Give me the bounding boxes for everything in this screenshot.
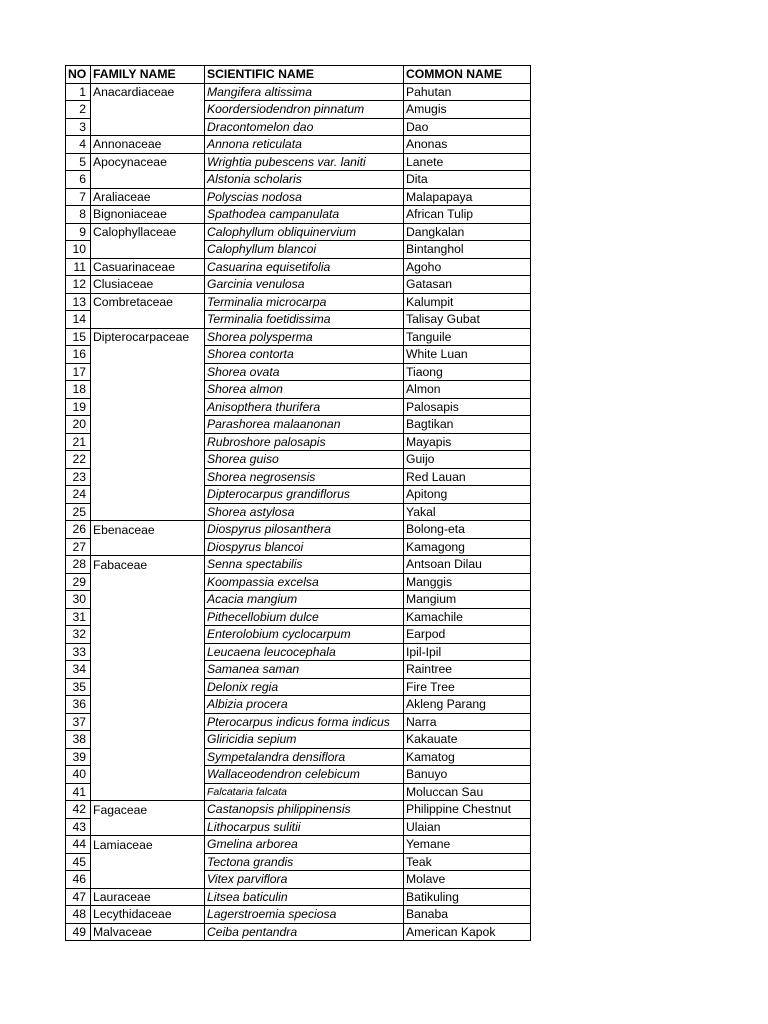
common-name-cell: Teak bbox=[404, 853, 531, 871]
scientific-name-cell: Lagerstroemia speciosa bbox=[205, 906, 404, 924]
scientific-name-cell: Lithocarpus sulitii bbox=[205, 818, 404, 836]
row-number: 15 bbox=[66, 328, 91, 346]
row-number: 18 bbox=[66, 381, 91, 399]
common-name-cell: Fire Tree bbox=[404, 678, 531, 696]
scientific-name-cell: Parashorea malaanonan bbox=[205, 416, 404, 434]
row-number: 17 bbox=[66, 363, 91, 381]
scientific-name-cell: Calophyllum obliquinervium bbox=[205, 223, 404, 241]
common-name-cell: Mayapis bbox=[404, 433, 531, 451]
table-row bbox=[66, 101, 531, 119]
common-name-cell: Malapapaya bbox=[404, 188, 531, 206]
family-name-cell bbox=[91, 748, 205, 766]
common-name-cell: Philippine Chestnut bbox=[404, 801, 531, 819]
family-name-cell bbox=[91, 346, 205, 364]
row-number: 12 bbox=[66, 276, 91, 294]
header-common-name: COMMON NAME bbox=[404, 66, 531, 84]
scientific-name-cell: Ceiba pentandra bbox=[205, 923, 404, 941]
common-name-cell: Dita bbox=[404, 171, 531, 189]
scientific-name-cell: Shorea contorta bbox=[205, 346, 404, 364]
common-name-cell: Kamatog bbox=[404, 748, 531, 766]
family-name-cell bbox=[91, 696, 205, 714]
family-name-cell: Lamiaceae bbox=[91, 836, 205, 854]
family-name-cell: Araliaceae bbox=[91, 188, 205, 206]
row-number: 36 bbox=[66, 696, 91, 714]
family-name-cell bbox=[91, 661, 205, 679]
row-number: 48 bbox=[66, 906, 91, 924]
table-row bbox=[66, 363, 531, 381]
table-row bbox=[66, 678, 531, 696]
table-row bbox=[66, 433, 531, 451]
family-name-cell bbox=[91, 171, 205, 189]
common-name-cell: Antsoan Dilau bbox=[404, 556, 531, 574]
family-name-cell: Casuarinaceae bbox=[91, 258, 205, 276]
table-row bbox=[66, 906, 531, 924]
family-name-cell bbox=[91, 853, 205, 871]
family-name-cell bbox=[91, 381, 205, 399]
row-number: 16 bbox=[66, 346, 91, 364]
scientific-name-cell: Senna spectabilis bbox=[205, 556, 404, 574]
family-name-cell bbox=[91, 783, 205, 801]
row-number: 2 bbox=[66, 101, 91, 119]
common-name-cell: Banuyo bbox=[404, 766, 531, 784]
table-row bbox=[66, 521, 531, 539]
common-name-cell: Dao bbox=[404, 118, 531, 136]
common-name-cell: Guijo bbox=[404, 451, 531, 469]
common-name-cell: Palosapis bbox=[404, 398, 531, 416]
scientific-name-cell: Shorea ovata bbox=[205, 363, 404, 381]
table-row bbox=[66, 661, 531, 679]
scientific-name-cell: Wallaceodendron celebicum bbox=[205, 766, 404, 784]
table-row bbox=[66, 853, 531, 871]
family-name-cell bbox=[91, 503, 205, 521]
family-name-cell: Annonaceae bbox=[91, 136, 205, 154]
row-number: 33 bbox=[66, 643, 91, 661]
common-name-cell: Ipil-Ipil bbox=[404, 643, 531, 661]
species-table bbox=[65, 65, 531, 941]
family-name-cell: Lauraceae bbox=[91, 888, 205, 906]
row-number: 10 bbox=[66, 241, 91, 259]
scientific-name-cell: Delonix regia bbox=[205, 678, 404, 696]
row-number: 31 bbox=[66, 608, 91, 626]
common-name-cell: Dangkalan bbox=[404, 223, 531, 241]
table-row bbox=[66, 538, 531, 556]
row-number: 21 bbox=[66, 433, 91, 451]
table-row bbox=[66, 556, 531, 574]
family-name-cell bbox=[91, 678, 205, 696]
row-number: 1 bbox=[66, 83, 91, 101]
table-row bbox=[66, 276, 531, 294]
row-number: 11 bbox=[66, 258, 91, 276]
scientific-name-cell: Albizia procera bbox=[205, 696, 404, 714]
common-name-cell: Apitong bbox=[404, 486, 531, 504]
table-row bbox=[66, 153, 531, 171]
table-row bbox=[66, 206, 531, 224]
common-name-cell: Agoho bbox=[404, 258, 531, 276]
row-number: 46 bbox=[66, 871, 91, 889]
table-row bbox=[66, 486, 531, 504]
family-name-cell bbox=[91, 398, 205, 416]
row-number: 44 bbox=[66, 836, 91, 854]
row-number: 49 bbox=[66, 923, 91, 941]
family-name-cell bbox=[91, 766, 205, 784]
common-name-cell: Bolong-eta bbox=[404, 521, 531, 539]
scientific-name-cell: Garcinia venulosa bbox=[205, 276, 404, 294]
family-name-cell bbox=[91, 573, 205, 591]
row-number: 13 bbox=[66, 293, 91, 311]
table-row bbox=[66, 311, 531, 329]
table-row bbox=[66, 801, 531, 819]
scientific-name-cell: Terminalia microcarpa bbox=[205, 293, 404, 311]
scientific-name-cell: Gmelina arborea bbox=[205, 836, 404, 854]
table-row bbox=[66, 696, 531, 714]
table-row bbox=[66, 731, 531, 749]
header-family-name: FAMILY NAME bbox=[91, 66, 205, 84]
table-row bbox=[66, 136, 531, 154]
scientific-name-cell: Alstonia scholaris bbox=[205, 171, 404, 189]
family-name-cell bbox=[91, 626, 205, 644]
common-name-cell: Kakauate bbox=[404, 731, 531, 749]
table-row bbox=[66, 713, 531, 731]
common-name-cell: Narra bbox=[404, 713, 531, 731]
family-name-cell: Fabaceae bbox=[91, 556, 205, 574]
common-name-cell: African Tulip bbox=[404, 206, 531, 224]
common-name-cell: Red Lauan bbox=[404, 468, 531, 486]
row-number: 37 bbox=[66, 713, 91, 731]
table-row bbox=[66, 416, 531, 434]
header-scientific-name: SCIENTIFIC NAME bbox=[205, 66, 404, 84]
common-name-cell: Kalumpit bbox=[404, 293, 531, 311]
row-number: 14 bbox=[66, 311, 91, 329]
common-name-cell: Tanguile bbox=[404, 328, 531, 346]
common-name-cell: Mangium bbox=[404, 591, 531, 609]
table-row bbox=[66, 223, 531, 241]
common-name-cell: Anonas bbox=[404, 136, 531, 154]
row-number: 5 bbox=[66, 153, 91, 171]
scientific-name-cell: Vitex parviflora bbox=[205, 871, 404, 889]
common-name-cell: Tiaong bbox=[404, 363, 531, 381]
row-number: 34 bbox=[66, 661, 91, 679]
common-name-cell: Earpod bbox=[404, 626, 531, 644]
row-number: 28 bbox=[66, 556, 91, 574]
common-name-cell: Talisay Gubat bbox=[404, 311, 531, 329]
row-number: 22 bbox=[66, 451, 91, 469]
row-number: 4 bbox=[66, 136, 91, 154]
row-number: 29 bbox=[66, 573, 91, 591]
row-number: 35 bbox=[66, 678, 91, 696]
family-name-cell bbox=[91, 713, 205, 731]
common-name-cell: Molave bbox=[404, 871, 531, 889]
common-name-cell: Kamachile bbox=[404, 608, 531, 626]
common-name-cell: Lanete bbox=[404, 153, 531, 171]
table-row bbox=[66, 83, 531, 101]
family-name-cell bbox=[91, 818, 205, 836]
scientific-name-cell: Dipterocarpus grandiflorus bbox=[205, 486, 404, 504]
family-name-cell: Calophyllaceae bbox=[91, 223, 205, 241]
table-row bbox=[66, 398, 531, 416]
scientific-name-cell: Polyscias nodosa bbox=[205, 188, 404, 206]
table-row bbox=[66, 643, 531, 661]
common-name-cell: Almon bbox=[404, 381, 531, 399]
header-row bbox=[66, 66, 531, 84]
family-name-cell: Fagaceae bbox=[91, 801, 205, 819]
row-number: 19 bbox=[66, 398, 91, 416]
row-number: 43 bbox=[66, 818, 91, 836]
family-name-cell bbox=[91, 311, 205, 329]
scientific-name-cell: Shorea negrosensis bbox=[205, 468, 404, 486]
family-name-cell: Apocynaceae bbox=[91, 153, 205, 171]
row-number: 47 bbox=[66, 888, 91, 906]
family-name-cell bbox=[91, 871, 205, 889]
common-name-cell: American Kapok bbox=[404, 923, 531, 941]
table-row bbox=[66, 503, 531, 521]
family-name-cell bbox=[91, 241, 205, 259]
row-number: 26 bbox=[66, 521, 91, 539]
family-name-cell bbox=[91, 118, 205, 136]
table-row bbox=[66, 766, 531, 784]
scientific-name-cell: Shorea guiso bbox=[205, 451, 404, 469]
family-name-cell bbox=[91, 486, 205, 504]
family-name-cell: Anacardiaceae bbox=[91, 83, 205, 101]
scientific-name-cell: Pithecellobium dulce bbox=[205, 608, 404, 626]
scientific-name-cell: Enterolobium cyclocarpum bbox=[205, 626, 404, 644]
table-row bbox=[66, 381, 531, 399]
header-no: NO bbox=[66, 66, 91, 84]
common-name-cell: Pahutan bbox=[404, 83, 531, 101]
scientific-name-cell: Tectona grandis bbox=[205, 853, 404, 871]
family-name-cell: Malvaceae bbox=[91, 923, 205, 941]
table-row bbox=[66, 171, 531, 189]
common-name-cell: Akleng Parang bbox=[404, 696, 531, 714]
table-row bbox=[66, 923, 531, 941]
row-number: 30 bbox=[66, 591, 91, 609]
table-row bbox=[66, 468, 531, 486]
family-name-cell bbox=[91, 101, 205, 119]
table-row bbox=[66, 241, 531, 259]
row-number: 9 bbox=[66, 223, 91, 241]
row-number: 27 bbox=[66, 538, 91, 556]
table-row bbox=[66, 888, 531, 906]
scientific-name-cell: Shorea almon bbox=[205, 381, 404, 399]
scientific-name-cell: Diospyrus blancoi bbox=[205, 538, 404, 556]
row-number: 40 bbox=[66, 766, 91, 784]
family-name-cell bbox=[91, 416, 205, 434]
table-row bbox=[66, 346, 531, 364]
scientific-name-cell: Koompassia excelsa bbox=[205, 573, 404, 591]
scientific-name-cell: Calophyllum blancoi bbox=[205, 241, 404, 259]
family-name-cell bbox=[91, 643, 205, 661]
scientific-name-cell: Acacia mangium bbox=[205, 591, 404, 609]
row-number: 45 bbox=[66, 853, 91, 871]
scientific-name-cell: Wrightia pubescens var. laniti bbox=[205, 153, 404, 171]
table-row bbox=[66, 451, 531, 469]
family-name-cell bbox=[91, 591, 205, 609]
scientific-name-cell: Gliricidia sepium bbox=[205, 731, 404, 749]
table-row bbox=[66, 258, 531, 276]
common-name-cell: Banaba bbox=[404, 906, 531, 924]
common-name-cell: Batikuling bbox=[404, 888, 531, 906]
row-number: 20 bbox=[66, 416, 91, 434]
family-name-cell: Ebenaceae bbox=[91, 521, 205, 539]
table-row bbox=[66, 608, 531, 626]
scientific-name-cell: Rubroshore palosapis bbox=[205, 433, 404, 451]
row-number: 3 bbox=[66, 118, 91, 136]
table-row bbox=[66, 328, 531, 346]
scientific-name-cell: Litsea baticulin bbox=[205, 888, 404, 906]
scientific-name-cell: Shorea polysperma bbox=[205, 328, 404, 346]
row-number: 23 bbox=[66, 468, 91, 486]
scientific-name-cell: Leucaena leucocephala bbox=[205, 643, 404, 661]
table-row bbox=[66, 293, 531, 311]
scientific-name-cell: Annona reticulata bbox=[205, 136, 404, 154]
common-name-cell: Amugis bbox=[404, 101, 531, 119]
common-name-cell: Ulaian bbox=[404, 818, 531, 836]
scientific-name-cell: Diospyrus pilosanthera bbox=[205, 521, 404, 539]
table-row bbox=[66, 871, 531, 889]
scientific-name-cell: Koordersiodendron pinnatum bbox=[205, 101, 404, 119]
table-row bbox=[66, 118, 531, 136]
family-name-cell bbox=[91, 433, 205, 451]
scientific-name-cell: Terminalia foetidissima bbox=[205, 311, 404, 329]
scientific-name-cell: Shorea astylosa bbox=[205, 503, 404, 521]
common-name-cell: Bintanghol bbox=[404, 241, 531, 259]
family-name-cell bbox=[91, 451, 205, 469]
scientific-name-cell: Mangifera altissima bbox=[205, 83, 404, 101]
row-number: 39 bbox=[66, 748, 91, 766]
row-number: 41 bbox=[66, 783, 91, 801]
table-row bbox=[66, 783, 531, 801]
family-name-cell: Combretaceae bbox=[91, 293, 205, 311]
table-row bbox=[66, 188, 531, 206]
common-name-cell: Gatasan bbox=[404, 276, 531, 294]
row-number: 42 bbox=[66, 801, 91, 819]
scientific-name-cell: Castanopsis philippinensis bbox=[205, 801, 404, 819]
family-name-cell: Lecythidaceae bbox=[91, 906, 205, 924]
table-row bbox=[66, 573, 531, 591]
family-name-cell bbox=[91, 363, 205, 381]
common-name-cell: Yemane bbox=[404, 836, 531, 854]
table-body bbox=[66, 83, 531, 941]
row-number: 24 bbox=[66, 486, 91, 504]
scientific-name-cell: Spathodea campanulata bbox=[205, 206, 404, 224]
row-number: 6 bbox=[66, 171, 91, 189]
common-name-cell: Manggis bbox=[404, 573, 531, 591]
common-name-cell: White Luan bbox=[404, 346, 531, 364]
table-row bbox=[66, 748, 531, 766]
family-name-cell: Dipterocarpaceae bbox=[91, 328, 205, 346]
table-row bbox=[66, 626, 531, 644]
family-name-cell bbox=[91, 608, 205, 626]
scientific-name-cell: Pterocarpus indicus forma indicus bbox=[205, 713, 404, 731]
row-number: 25 bbox=[66, 503, 91, 521]
family-name-cell bbox=[91, 731, 205, 749]
table-row bbox=[66, 818, 531, 836]
scientific-name-cell: Samanea saman bbox=[205, 661, 404, 679]
scientific-name-cell: Casuarina equisetifolia bbox=[205, 258, 404, 276]
scientific-name-cell: Sympetalandra densiflora bbox=[205, 748, 404, 766]
row-number: 8 bbox=[66, 206, 91, 224]
common-name-cell: Raintree bbox=[404, 661, 531, 679]
common-name-cell: Moluccan Sau bbox=[404, 783, 531, 801]
row-number: 32 bbox=[66, 626, 91, 644]
family-name-cell bbox=[91, 538, 205, 556]
scientific-name-cell: Anisopthera thurifera bbox=[205, 398, 404, 416]
scientific-name-cell: Dracontomelon dao bbox=[205, 118, 404, 136]
common-name-cell: Bagtikan bbox=[404, 416, 531, 434]
table-row bbox=[66, 591, 531, 609]
common-name-cell: Kamagong bbox=[404, 538, 531, 556]
table-row bbox=[66, 836, 531, 854]
row-number: 38 bbox=[66, 731, 91, 749]
scientific-name-cell: Falcataria falcata bbox=[205, 783, 404, 801]
row-number: 7 bbox=[66, 188, 91, 206]
common-name-cell: Yakal bbox=[404, 503, 531, 521]
family-name-cell bbox=[91, 468, 205, 486]
family-name-cell: Bignoniaceae bbox=[91, 206, 205, 224]
family-name-cell: Clusiaceae bbox=[91, 276, 205, 294]
